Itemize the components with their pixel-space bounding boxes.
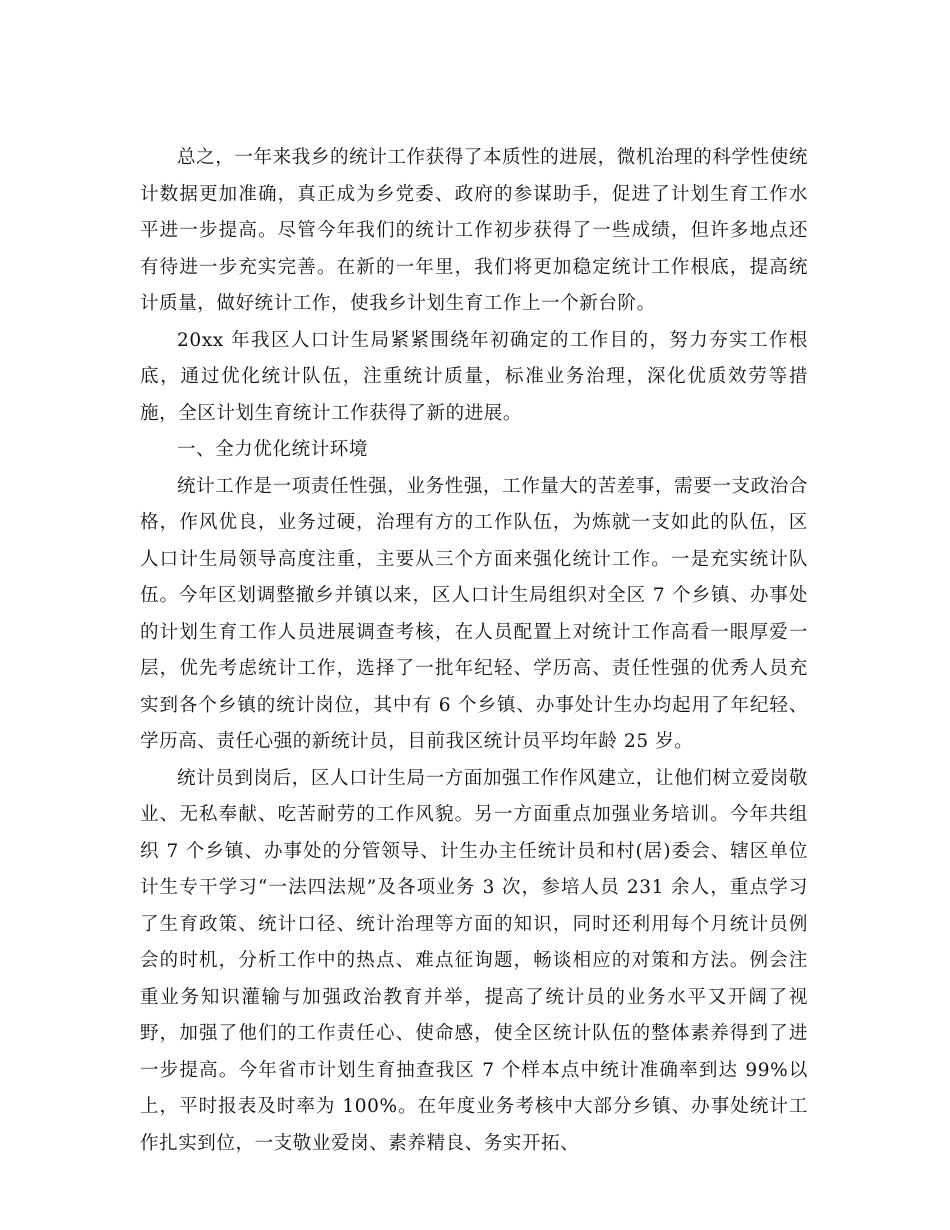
paragraph-summary: 总之，一年来我乡的统计工作获得了本质性的进展，微机治理的科学性使统计数据更加准确，真正成为乡党委、政府的参谋助手，促进了计划生育工作水平进一步提高。尽管今年我们的统计工作初步获得了一些成绩，但许多地点还有待进一步充实完善。在新的一年里，我们将更加稳定统计工作根底，提高统计质量，做好统计工作，使我乡计划生育工作上一个新台阶。 xyxy=(140,147,808,314)
document-page xyxy=(140,140,808,1162)
paragraph-team: 统计工作是一项责任性强，业务性强，工作量大的苦差事，需要一支政治合格，作风优良，业务过硬，治理有方的工作队伍，为炼就一支如此的队伍，区人口计生局领导高度注重，主要从三个方面来强化统计工作。一是充实统计队伍。今年区划调整撤乡并镇以来，区人口计生局组织对全区 7 个乡镇、办事处的计划生育工作人员进展调查考核，在人员配置上对统计工作高看一眼厚爱一层，优先考虑统计工作，选择了一批年纪轻、学历高、责任性强的优秀人员充实到各个乡镇的统计岗位，其中有 6 个乡镇、办事处计生办均起用了年纪轻、学历高、责任心强的新统计员，目前我区统计员平均年龄 25 岁。 xyxy=(140,475,808,752)
paragraph-intro: 20xx 年我区人口计生局紧紧围绕年初确定的工作目的，努力夯实工作根底，通过优化统计队伍，注重统计质量，标准业务治理，深化优质效劳等措施，全区计划生育统计工作获得了新的进展。 xyxy=(140,329,808,424)
paragraph-training: 统计员到岗后，区人口计生局一方面加强工作作风建立，让他们树立爱岗敬业、无私奉献、吃苦耐劳的工作风貌。另一方面重点加强业务培训。今年共组织 7 个乡镇、办事处的分管领导、计生办主任统计员和村(居)委会、辖区单位计生专干学习“一法四法规”及各项业务 3 次，参培人员 231 余人，重点学习了生育政策、统计口径、统计治理等方面的知识，同时还利用每个月统计员例会的时机，分析工作中的热点、难点征询题，畅谈相应的对策和方法。例会注重业务知识灌输与加强政治教育并举，提高了统计员的业务水平又开阔了视野，加强了他们的工作责任心、使命感，使全区统计队伍的整体素养得到了进一步提高。今年省市计划生育抽查我区 7 个样本点中统计准确率到达 99%以上，平时报表及时率为 100%。在年度业务考核中大部分乡镇、办事处统计工作扎实到位，一支敬业爱岗、素养精良、务实开拓、 xyxy=(140,767,808,1154)
section-heading: 一、全力优化统计环境 xyxy=(177,439,369,460)
